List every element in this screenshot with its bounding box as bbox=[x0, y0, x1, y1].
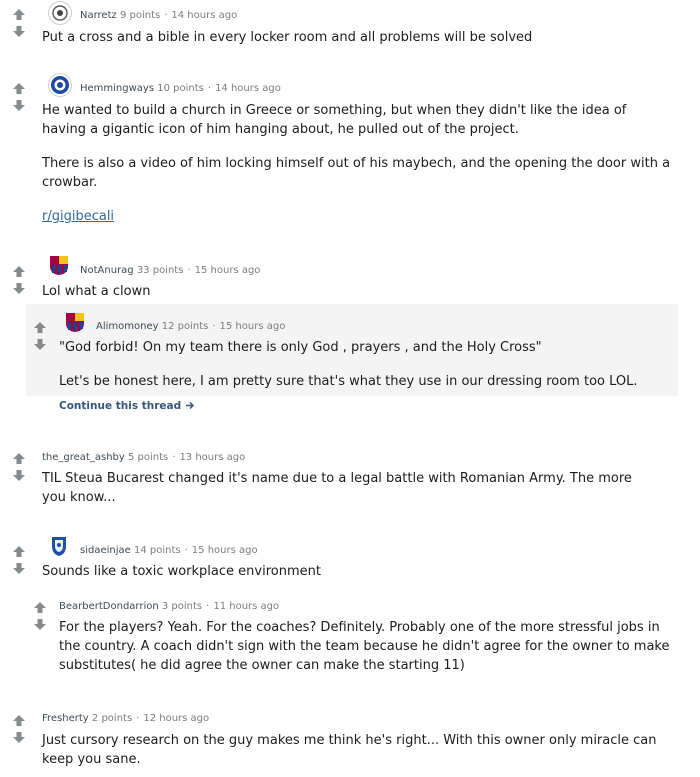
comment-body bbox=[42, 101, 672, 226]
score: 5 points bbox=[127, 452, 169, 463]
subreddit-link[interactable]: r/gigibecali bbox=[42, 209, 115, 224]
comment-body bbox=[42, 731, 672, 769]
comment-text: Sounds like a toxic workplace environment bbox=[42, 564, 321, 579]
comment-meta bbox=[80, 545, 258, 557]
separator: · bbox=[184, 545, 188, 556]
timestamp[interactable]: 15 hours ago bbox=[219, 321, 286, 332]
upvote-icon[interactable] bbox=[12, 452, 26, 465]
avatar[interactable] bbox=[48, 535, 70, 557]
timestamp[interactable]: 15 hours ago bbox=[191, 545, 258, 556]
score: 9 points bbox=[119, 10, 161, 21]
comment-body bbox=[42, 282, 672, 301]
separator: · bbox=[136, 713, 140, 724]
upvote-icon[interactable] bbox=[12, 82, 26, 95]
username[interactable]: BearbertDondarrion bbox=[59, 601, 159, 612]
comment-text: Put a cross and a bible in every locker room and all problems will be solved bbox=[42, 30, 533, 45]
score: 12 points bbox=[161, 321, 209, 332]
separator: · bbox=[187, 265, 191, 276]
vote-controls bbox=[12, 265, 26, 295]
downvote-icon[interactable] bbox=[12, 25, 26, 38]
avatar[interactable] bbox=[48, 254, 70, 276]
vote-controls bbox=[33, 321, 47, 351]
comment-meta bbox=[96, 321, 285, 333]
comment-body bbox=[42, 469, 652, 507]
comment-text: Just cursory research on the guy makes me think he's right... With this owner only miracle can keep you sane. bbox=[42, 733, 657, 767]
comment-meta bbox=[80, 10, 237, 22]
downvote-icon[interactable] bbox=[12, 562, 26, 575]
vote-controls bbox=[12, 8, 26, 38]
vote-controls bbox=[33, 601, 47, 631]
username[interactable]: Hemmingways bbox=[80, 83, 155, 94]
separator: · bbox=[207, 83, 212, 94]
score: 14 points bbox=[133, 545, 181, 556]
comment-text: Let's be honest here, I am pretty sure that's what they use in our dressing room too LOL. bbox=[59, 374, 638, 389]
avatar[interactable] bbox=[64, 311, 86, 333]
downvote-icon[interactable] bbox=[12, 731, 26, 744]
score: 10 points bbox=[157, 83, 204, 94]
downvote-icon[interactable] bbox=[12, 469, 26, 482]
comment-text: He wanted to build a church in Greece or something, but when they didn't like the idea of having a gigantic icon of him hanging about, he pulled out of the project. bbox=[42, 103, 627, 137]
arrow-right-icon bbox=[185, 401, 195, 410]
comment-text: For the players? Yeah. For the coaches? Definitely. Probably one of the more stressful jobs in the country. A coach didn't sign with the team because he didn't agree for the owner to make substitutes( he did agree the owner can make the starting 11) bbox=[59, 620, 670, 673]
continue-thread-label: Continue this thread bbox=[59, 400, 182, 412]
downvote-icon[interactable] bbox=[12, 99, 26, 112]
comment-body bbox=[59, 338, 669, 391]
upvote-icon[interactable] bbox=[33, 601, 47, 614]
timestamp[interactable]: 13 hours ago bbox=[179, 452, 246, 463]
upvote-icon[interactable] bbox=[12, 265, 26, 278]
comment-meta bbox=[59, 601, 279, 613]
comment-meta bbox=[80, 265, 260, 277]
comment-body bbox=[59, 618, 671, 675]
username[interactable]: sidaeinjae bbox=[80, 545, 131, 556]
score: 3 points bbox=[161, 601, 203, 612]
downvote-icon[interactable] bbox=[12, 282, 26, 295]
timestamp[interactable]: 12 hours ago bbox=[143, 713, 210, 724]
comment-meta bbox=[80, 83, 281, 95]
vote-controls bbox=[12, 452, 26, 482]
separator: · bbox=[164, 10, 168, 21]
timestamp[interactable]: 11 hours ago bbox=[213, 601, 280, 612]
comment-text: Lol what a clown bbox=[42, 284, 151, 299]
comment-meta bbox=[42, 452, 245, 464]
score: 2 points bbox=[91, 713, 133, 724]
timestamp[interactable]: 15 hours ago bbox=[194, 265, 261, 276]
comment-body bbox=[42, 28, 682, 47]
downvote-icon[interactable] bbox=[33, 618, 47, 631]
upvote-icon[interactable] bbox=[12, 8, 26, 21]
comment-text: "God forbid! On my team there is only God , prayers , and the Holy Cross" bbox=[59, 340, 542, 355]
vote-controls bbox=[12, 82, 26, 112]
separator: · bbox=[206, 601, 210, 612]
separator: · bbox=[172, 452, 176, 463]
avatar[interactable] bbox=[48, 1, 72, 25]
downvote-icon[interactable] bbox=[33, 338, 47, 351]
username[interactable]: Fresherty bbox=[42, 713, 89, 724]
avatar[interactable] bbox=[48, 73, 72, 97]
comment-body bbox=[42, 562, 672, 581]
score: 33 points bbox=[136, 265, 184, 276]
upvote-icon[interactable] bbox=[12, 545, 26, 558]
comment-text: TIL Steua Bucarest changed it's name due to a legal battle with Romanian Army. The more you know... bbox=[42, 471, 632, 505]
continue-thread-link[interactable] bbox=[59, 400, 195, 412]
username[interactable]: the_great_ashby bbox=[42, 452, 125, 463]
comment-meta bbox=[42, 713, 209, 725]
username[interactable]: Narretz bbox=[80, 10, 117, 21]
vote-controls bbox=[12, 714, 26, 744]
comment-text: There is also a video of him locking himself out of his maybech, and the opening the door with a crowbar. bbox=[42, 156, 671, 190]
upvote-icon[interactable] bbox=[12, 714, 26, 727]
upvote-icon[interactable] bbox=[33, 321, 47, 334]
separator: · bbox=[212, 321, 216, 332]
username[interactable]: NotAnurag bbox=[80, 265, 134, 276]
timestamp[interactable]: 14 hours ago bbox=[171, 10, 238, 21]
timestamp[interactable]: 14 hours ago bbox=[215, 83, 281, 94]
username[interactable]: Alimomoney bbox=[96, 321, 159, 332]
vote-controls bbox=[12, 545, 26, 575]
